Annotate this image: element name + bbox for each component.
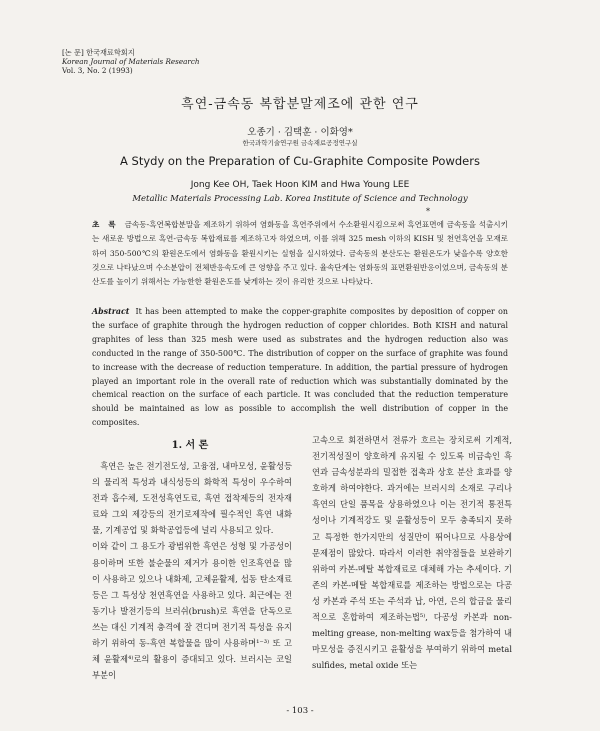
abstract-en-label: Abstract bbox=[92, 307, 130, 316]
body-paragraph: 흑연은 높은 전기전도성, 고융점, 내마모성, 윤활성등의 물리적 특성과 내식성등의 화학적 특성이 우수하여 전과 흡수체, 도전성흑연도료, 흑연 접착제등의 전자재료와 그외 제강등의 전기로제작에 필수적인 흑연 내화물, 기계공업 및 화학공업등에 널리 사용되고 있다. bbox=[92, 461, 292, 536]
body-column-right bbox=[312, 432, 512, 673]
abstract-en bbox=[92, 305, 508, 430]
affiliation-marker: * bbox=[426, 207, 430, 216]
authors-ko: 오종기 · 김택훈 · 이화영* bbox=[247, 127, 353, 138]
authors-en: Jong Kee OH, Taek Hoon KIM and Hwa Young LEE bbox=[190, 180, 410, 190]
paper-title-en: A Stydy on the Preparation of Cu-Graphite Composite Powders bbox=[120, 154, 480, 168]
section-title-introduction: 1. 서 론 bbox=[171, 440, 209, 451]
abstract-ko-label: 초 록 bbox=[92, 220, 119, 229]
body-column-left bbox=[92, 458, 292, 683]
abstract-ko-text: 금속동-흑연복합분말을 제조하기 위하여 염화동을 흑연주위에서 수소환원시킴으로써 흑연표면에 금속동을 석출시키는 새로운 방법으로 흑연-금속동 복합재료를 제조하고자 하였으며, 이를 위해 325 mesh 이하의 KISH 및 천연흑연을 모재로 하여 350-500℃의 환원온도에서 염화동을 환원시키는 실험을 실시하였다. 금속동의 분산도는 환원온도가 낮을수록 양호한 것으로 나타났으며 수소분압이 전체반응속도에 큰 영향을 주고 있다. 율속단계는 염화동의 표면환원반응이었으며, 금속동의 분산도를 높이기 위해서는 가능한한 환원온도를 낮게하는 것이 유리한 것으로 나타났다. bbox=[92, 220, 508, 287]
journal-header bbox=[62, 48, 200, 75]
journal-volume: Vol. 3, No. 2 (1993) bbox=[62, 66, 133, 75]
abstract-en-text: It has been attempted to make the copper-graphite composites by deposition of copper on the surface of graphite through the hydrogen reduction of copper chlorides. Both KISH and natural graphites of less than 325 mesh were used as substrates and the hydrogen reduction also was conducted in the range of 350-500℃. The distribution of copper on the surface of graphite was found to increase with the decrease of reduction temperature. In addition, the partial pressure of hydrogen played an important role in the overall rate of reduction which was substantially dominated by the chemical reaction on the surface of each particle. It was concluded that the reduction temperature should be maintained as low as possible to accomplish the well distribution of copper in the composites. bbox=[92, 307, 508, 428]
page-number: - 103 - bbox=[286, 706, 314, 716]
body-paragraph: 고속으로 회전하면서 전류가 흐르는 장치로써 기계적, 전기적성질이 양호하게 유지될 수 있도록 비금속인 흑연과 금속성분과의 밀접한 접촉과 상호 분산 효과를 양호하게 하여야한다. 과거에는 브러시의 소재로 구리나 흑연의 단일 품목을 상용하였으나 이는 전기적 통전특성이나 기계적강도 및 윤활성등이 모두 충족되지 못하고 특정한 한가지만의 성질만이 뛰어나므로 사용상에 문제점이 많았다. 따라서 이러한 취약점들을 보완하기 위하여 카본-메탈 복합재료로 대체해 가는 추세이다. 기존의 카본-메탈 복합재료를 제조하는 방법으로는 다공성 카본과 주석 또는 주석과 납, 아연, 은의 합금을 물리적으로 혼합하여 제조하는법⁵⁾, 다공성 카본과 non-melting grease, non-melting wax등을 첨가하여 내마모성을 증진시키고 윤활성을 부여하기 위하여 metal sulfides, metal oxide 또는 bbox=[312, 435, 512, 671]
paper-title-ko: 흑연-금속동 복합분말제조에 관한 연구 bbox=[181, 97, 419, 112]
body-paragraph: 이와 같이 그 용도가 광범위한 흑연은 성형 및 가공성이 용이하며 또한 불순물의 제거가 용이한 인조흑연을 많이 사용하고 있으나 내화제, 고체윤활제, 섭동 탄소재료등은 그 특성상 천연흑연을 사용하고 있다. 최근에는 전동기나 발전기등의 브러쉬(brush)로 흑연을 단독으로 쓰는 대신 기계적 충격에 잘 견디며 전기적 특성을 유지하기 위하여 동-흑연 복합물을 많이 사용하며¹⁻³⁾ 또 고체 윤활제⁴⁾로의 활용이 증대되고 있다. 브러시는 코일 부분이 bbox=[92, 541, 292, 681]
affiliation-ko: 한국과학기술연구원 금속재료공정연구실 bbox=[242, 139, 358, 147]
journal-name-ko: [논 문] 한국재료학회지 bbox=[62, 48, 135, 57]
affiliation-en: Metallic Materials Processing Lab. Korea Institute of Science and Technology bbox=[132, 194, 468, 204]
abstract-ko bbox=[92, 218, 508, 289]
journal-name-en: Korean Journal of Materials Research bbox=[62, 57, 200, 66]
